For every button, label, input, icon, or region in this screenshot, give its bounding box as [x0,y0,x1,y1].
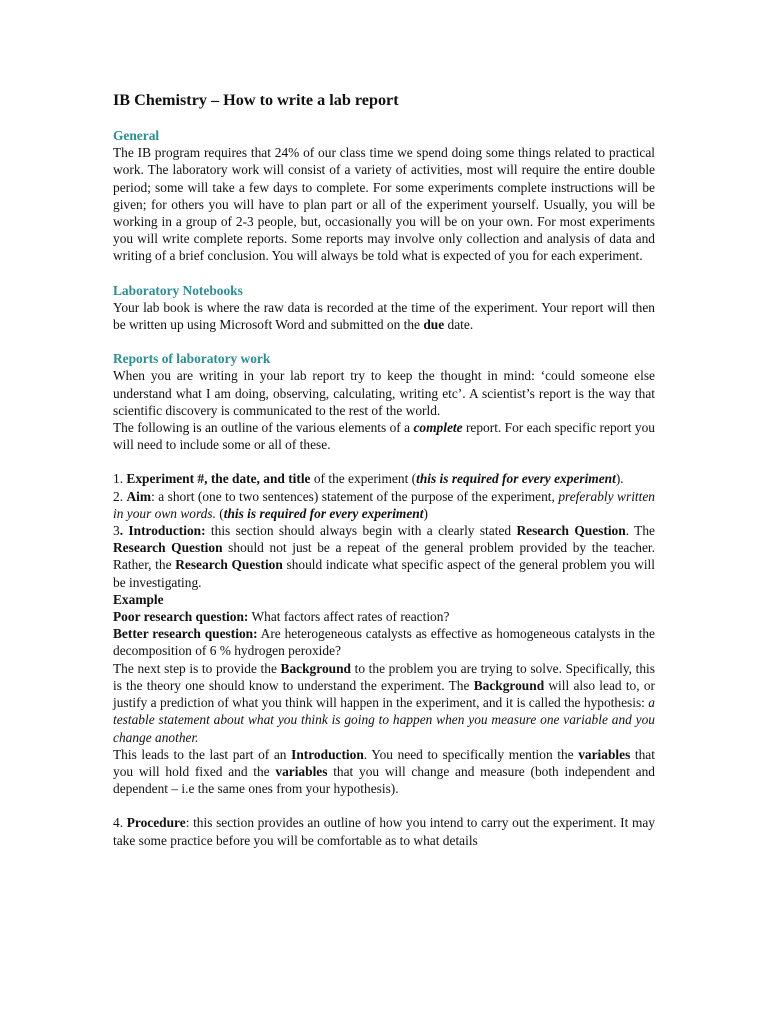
item-4-text: : this section provides an outline of how you intend to carry out the experiment. It may take some practice before you will be comfortable as to what details [113,815,656,848]
heading-reports: Reports of laboratory work [113,351,271,367]
item-2-open: ( [215,505,224,521]
document-body [113,90,655,849]
background-text-1: The next step is to provide the [113,660,281,676]
item-1-end: ). [615,471,624,487]
item-3-text-2: . The [625,523,655,539]
complete-word: complete [413,420,463,436]
paragraph-notebooks [113,299,655,333]
variables-word-2: variables [275,763,328,779]
background-text-3: will also lead to, or justify a prediction of what you think will happen in the experiment, and it is called the hypothesis: [113,677,655,711]
reports-2-text-end: report. For each specific report you will need to include some or all of these. [113,420,655,453]
item-4-number: 4. [113,815,127,831]
reports-2-text: The following is an outline of the various elements of a [113,420,414,436]
item-1-label: Experiment #, the date, and title [126,471,311,487]
background-word-2: Background [473,677,545,693]
background-text-2: to the problem you are trying to solve. Specifically, this is the theory one should know to understand the experiment. The [113,660,655,693]
due-word: due [423,317,445,333]
better-label: Better research question: [113,626,258,642]
list-item-2 [113,488,655,522]
item-2-text: : a short (one to two sentences) statement of the purpose of the experiment, [151,488,559,504]
item-3-label: . Introduction: [119,523,206,539]
item-4-label: Procedure [126,815,186,831]
research-question-1: Research Question [516,523,626,539]
item-2-required-note: this is required for every experiment [223,505,424,521]
item-2-italic: preferably written in your own words. [113,488,655,521]
variables-text-2: . You need to specifically mention the [363,746,579,762]
introduction-word: Introduction [291,746,364,762]
item-3-text-3: should not just be a repeat of the general problem provided by the teacher. Rather, the [113,540,655,573]
heading-general: General [113,128,160,143]
poor-label: Poor research question: [113,609,249,625]
notebooks-text-end: date. [444,317,474,333]
paragraph-background [113,660,655,746]
paragraph-variables [113,746,655,798]
variables-text-1: This leads to the last part of an [113,746,292,762]
list-item-3 [113,522,655,591]
item-1-required-note: this is required for every experiment [416,471,616,487]
paragraph-reports-1: When you are writing in your lab report try to keep the thought in mind: ‘could someone else understand what I am doing, observing, calculating, writing etc’. A scientist’s report is the way that scientific discovery is communicated to the rest of the world. [113,368,655,418]
item-3-text-1: this section should always begin with a clearly stated [205,523,517,539]
item-1-text: of the experiment ( [310,471,417,487]
item-2-label: Aim [126,488,152,504]
paragraph-reports-2 [113,419,655,453]
research-question-3: Research Question [175,557,283,573]
heading-laboratory-notebooks: Laboratory Notebooks [113,282,243,298]
hypothesis-definition: a testable statement about what you think is going to happen when you measure one variable and you change another. [113,695,655,745]
variables-text-3: that you will hold fixed and the [113,746,655,779]
item-2-number: 2. [113,488,127,504]
research-question-2: Research Question [113,540,223,556]
variables-text-4: that you will change and measure (both independent and dependent – i.e the same ones from your hypothesis). [113,763,655,797]
background-word-1: Background [280,660,351,676]
list-item-1 [113,470,655,487]
item-3-text-4: should indicate what specific aspect of the general problem you will be investigating. [113,557,655,590]
poor-text: What factors affect rates of reaction? [248,609,450,625]
list-item-4 [113,814,655,848]
poor-research-question [113,608,655,625]
better-text: Are heterogeneous catalysts as effective as homogeneous catalysts in the decomposition of 6 % hydrogen peroxide? [113,626,655,659]
item-1-number: 1. [113,471,127,487]
variables-word-1: variables [578,746,631,762]
better-research-question [113,625,655,659]
notebooks-text: Your lab book is where the raw data is recorded at the time of the experiment. Your report will then be written up using Microsoft Word and submitted on the [113,299,655,333]
item-2-end: ) [423,505,428,521]
example-label: Example [113,591,164,607]
paragraph-general: The IB program requires that 24% of our class time we spend doing some things related to practical work. The laboratory work will consist of a variety of activities, most will require the entire double period; some will take a few days to complete. For some experiments complete instructions will be given; for others you will have to plan part or all of the experiment yourself. Usually, you will be working in a group of 2-3 people, but, occasionally you will be on your own. For most experiments you will write complete reports. Some reports may involve only collection and analysis of data and writing of a brief conclusion. You will always be told what is expected of you for each experiment. [113,145,655,264]
item-3-number: 3 [113,523,120,539]
document-title: IB Chemistry – How to write a lab report [113,91,399,109]
